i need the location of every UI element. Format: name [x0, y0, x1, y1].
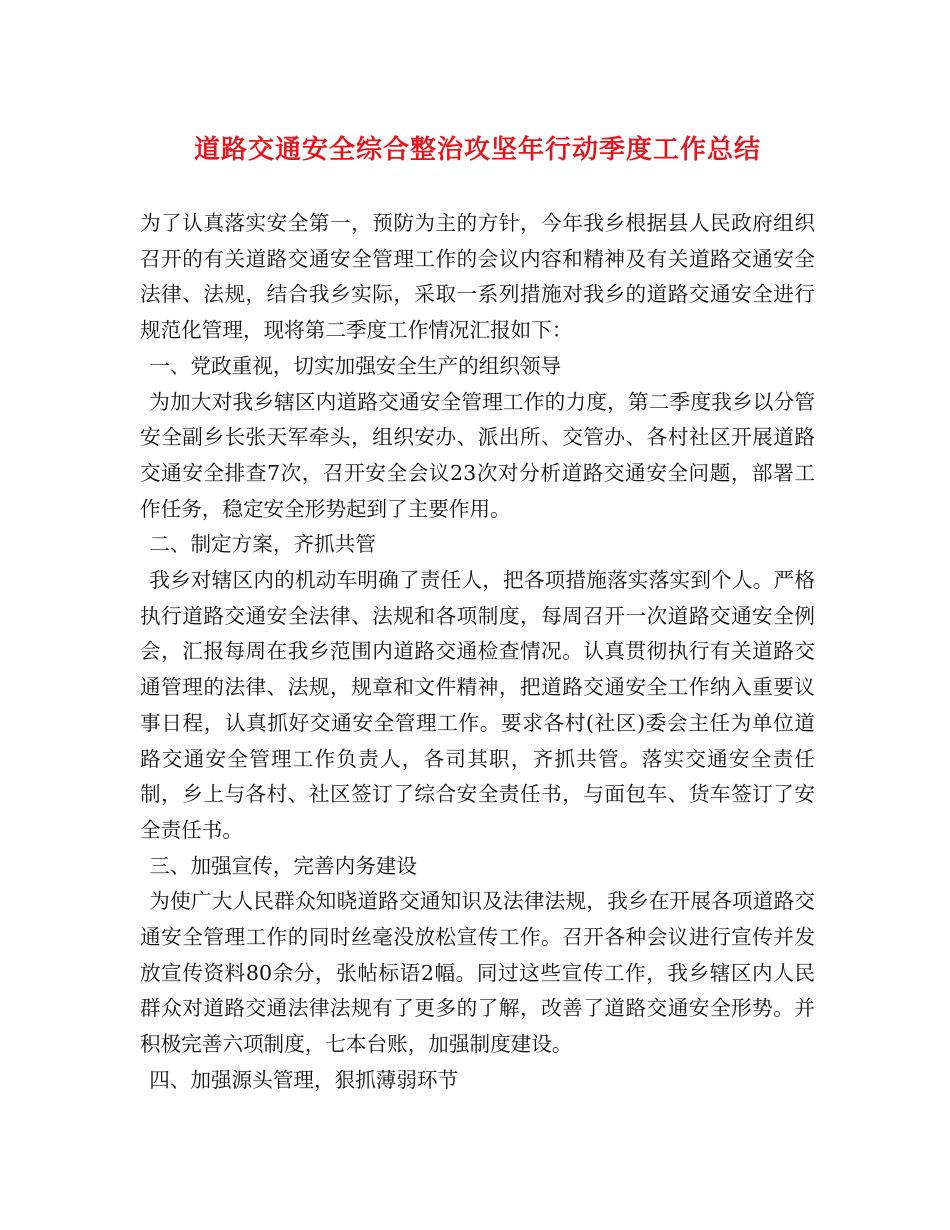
document-title: 道路交通安全综合整治攻坚年行动季度工作总结 [193, 135, 761, 165]
section-heading-3: 三、加强宣传，完善内务建设 [149, 853, 417, 878]
document-page [140, 128, 815, 1099]
intro-paragraph: 为了认真落实安全第一，预防为主的方针，今年我乡根据县人民政府组织召开的有关道路交通安全管理工作的会议内容和精神及有关道路交通安全法律、法规，结合我乡实际，采取一系列措施对我乡的道路交通安全进行规范化管理，现将第二季度工作情况汇报如下： [140, 211, 815, 343]
section-paragraph-1: 为加大对我乡辖区内道路交通安全管理工作的力度，第二季度我乡以分管安全副乡长张天军牵头，组织安办、派出所、交管办、各村社区开展道路交通安全排查7次，召开安全会议23次对分析道路交通安全问题，部署工作任务，稳定安全形势起到了主要作用。 [140, 389, 815, 521]
section-heading-1: 一、党政重视，切实加强安全生产的组织领导 [149, 353, 562, 378]
document-body [140, 206, 815, 1099]
section-heading-4: 四、加强源头管理，狠抓薄弱环节 [149, 1067, 459, 1092]
section-paragraph-3: 为使广大人民群众知晓道路交通知识及法律法规，我乡在开展各项道路交通安全管理工作的同时丝毫没放松宣传工作。召开各种会议进行宣传并发放宣传资料80余分，张帖标语2幅。同过这些宣传工作，我乡辖区内人民群众对道路交通法律法规有了更多的了解，改善了道路交通安全形势。并积极完善六项制度，七本台账，加强制度建设。 [140, 889, 815, 1057]
section-paragraph-2: 我乡对辖区内的机动车明确了责任人，把各项措施落实落实到个人。严格执行道路交通安全法律、法规和各项制度，每周召开一次道路交通安全例会，汇报每周在我乡范围内道路交通检查情况。认真贯彻执行有关道路交通管理的法律、法规，规章和文件精神，把道路交通安全工作纳入重要议事日程，认真抓好交通安全管理工作。要求各村(社区)委会主任为单位道路交通安全管理工作负责人，各司其职，齐抓共管。落实交通安全责任制，乡上与各村、社区签订了综合安全责任书，与面包车、货车签订了安全责任书。 [140, 568, 815, 842]
section-heading-2: 二、制定方案，齐抓共管 [149, 532, 376, 557]
